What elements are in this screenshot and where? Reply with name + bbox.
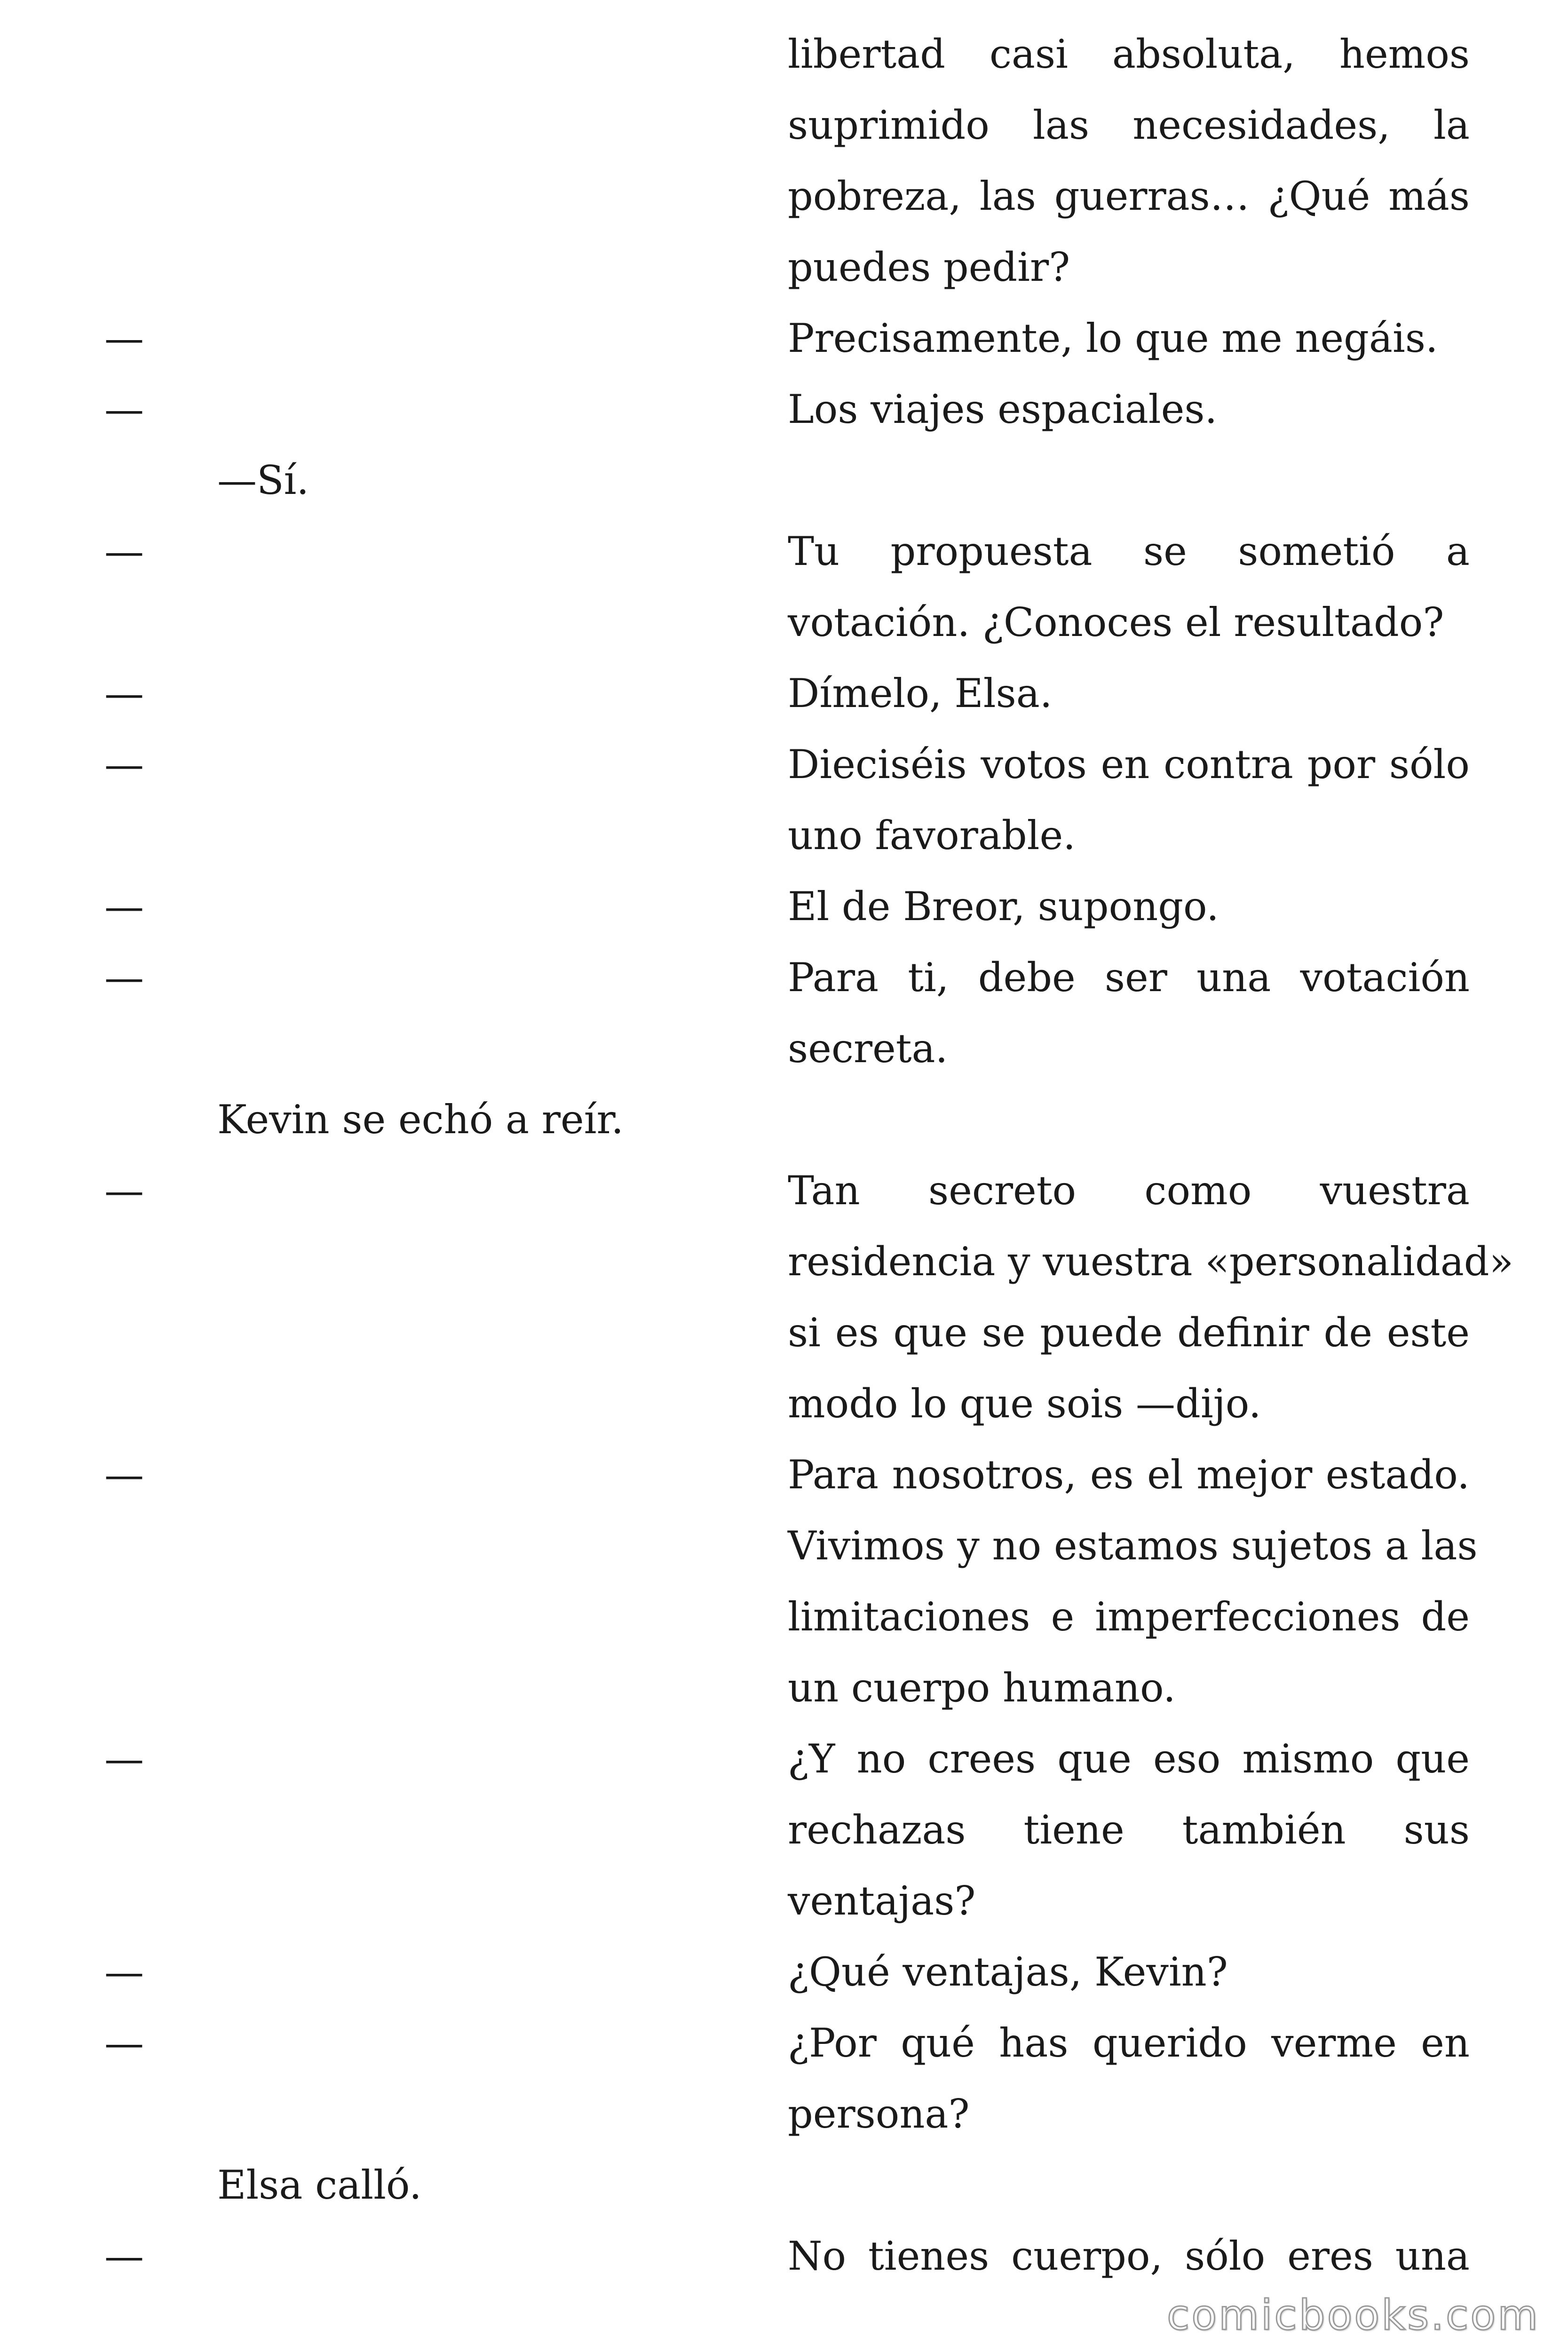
narration-text: Elsa calló. (217, 2162, 422, 2208)
dialogue-text: Dímelo, Elsa. (788, 670, 1053, 716)
dialogue-text: No tienes cuerpo, sólo eres una (788, 2233, 1470, 2279)
dialogue-text: persona? (788, 2091, 970, 2137)
dialogue-dash: — (104, 2020, 144, 2066)
watermark-logo: comicbooks.com (1166, 2291, 1540, 2339)
dialogue-text: limitaciones e imperfecciones de (788, 1594, 1470, 1640)
dialogue-text: ¿Qué ventajas, Kevin? (788, 1949, 1228, 1995)
dialogue-dash: — (104, 741, 144, 787)
dialogue-dash: — (104, 1168, 144, 1214)
dialogue-dash: — (104, 386, 144, 432)
dialogue-text: Para ti, debe ser una votación (788, 954, 1470, 1001)
dialogue-dash: — (104, 670, 144, 716)
dialogue-dash: — (104, 315, 144, 361)
dialogue-text: modo lo que sois —dijo. (788, 1381, 1261, 1427)
dialogue-text: El de Breor, supongo. (788, 883, 1219, 930)
dialogue-text: Tu propuesta se sometió a (788, 528, 1470, 574)
dialogue-text: ¿Y no crees que eso mismo que (788, 1736, 1470, 1782)
dialogue-text: Para nosotros, es el mejor estado. (788, 1452, 1470, 1498)
dialogue-dash: — (104, 954, 144, 1001)
dialogue-text: Tan secreto como vuestra (788, 1168, 1470, 1214)
dialogue-dash: — (104, 1949, 144, 1995)
dialogue-text: —Sí. (217, 457, 309, 503)
paragraph-text: puedes pedir? (788, 244, 1070, 290)
paragraph-text: libertad casi absoluta, hemos (788, 31, 1470, 77)
paragraph-text: pobreza, las guerras… ¿Qué más (788, 173, 1470, 219)
dialogue-text: ¿Por qué has querido verme en (788, 2020, 1470, 2066)
dialogue-dash: — (104, 883, 144, 930)
dialogue-text: Precisamente, lo que me negáis. (788, 315, 1438, 361)
dialogue-text: Dieciséis votos en contra por sólo (788, 741, 1470, 787)
narration-text: Kevin se echó a reír. (217, 1097, 624, 1143)
dialogue-dash: — (104, 1452, 144, 1498)
paragraph-text: suprimido las necesidades, la (788, 102, 1470, 148)
dialogue-dash: — (104, 1736, 144, 1782)
dialogue-text: uno favorable. (788, 812, 1076, 858)
dialogue-text: ventajas? (788, 1878, 976, 1924)
dialogue-text: si es que se puede definir de este (788, 1310, 1470, 1356)
dialogue-text: Vivimos y no estamos sujetos a las (788, 1523, 1478, 1569)
dialogue-text: votación. ¿Conoces el resultado? (788, 599, 1444, 645)
dialogue-text: residencia y vuestra «personalidad» (788, 1239, 1513, 1285)
dialogue-dash: — (104, 528, 144, 574)
dialogue-text: Los viajes espaciales. (788, 386, 1218, 432)
dialogue-text: un cuerpo humano. (788, 1665, 1176, 1711)
dialogue-text: secreta. (788, 1025, 948, 1072)
dialogue-dash: — (104, 2233, 144, 2279)
dialogue-text: rechazas tiene también sus (788, 1807, 1470, 1853)
